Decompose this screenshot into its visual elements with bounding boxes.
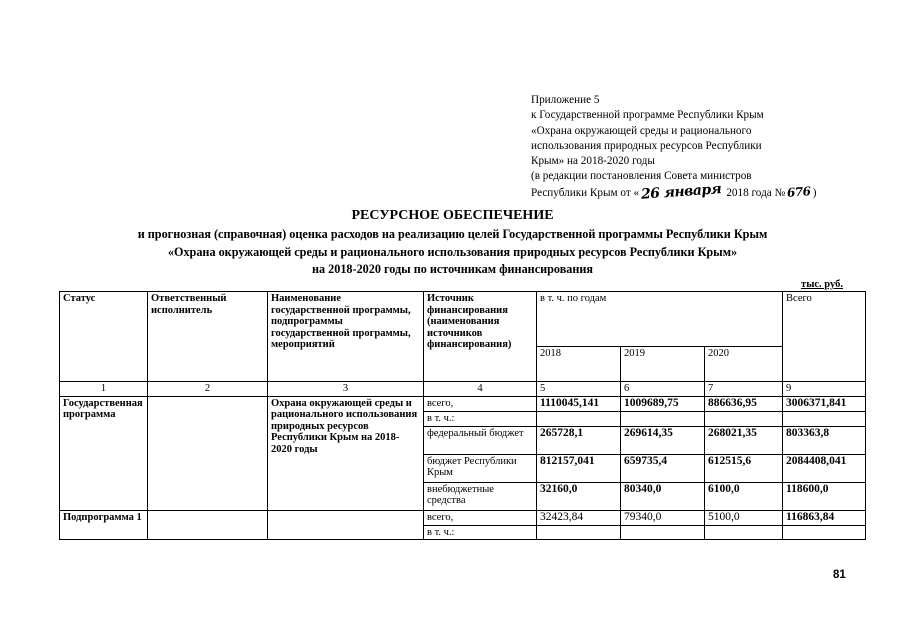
header-by-years: в т. ч. по годам — [537, 292, 783, 347]
value-2018: 1110045,141 — [537, 396, 621, 411]
column-number-row — [60, 382, 866, 397]
value-total: 3006371,841 — [783, 396, 866, 411]
col-number: 1 — [60, 382, 148, 397]
value-2020 — [705, 411, 783, 426]
value-2019: 80340,0 — [621, 482, 705, 510]
header-name: Наименование государственной программы, подпрограммы государственной программы, мероприятий — [268, 292, 424, 382]
value-2018: 32423,84 — [537, 510, 621, 525]
source-cell: внебюджетные средства — [424, 482, 537, 510]
document-subtitle: «Охрана окружающей среды и рационального использования природных ресурсов Республики Крым» — [167, 245, 738, 259]
value-2020: 612515,6 — [705, 454, 783, 482]
appendix-line: (в редакции постановления Совета министров — [531, 170, 752, 183]
table-row — [60, 510, 866, 525]
value-total: 118600,0 — [783, 482, 866, 510]
document-title: РЕСУРСНОЕ ОБЕСПЕЧЕНИЕ — [351, 208, 554, 223]
appendix-line: «Охрана окружающей среды и рационального — [531, 124, 752, 137]
header-executor: Ответственный исполнитель — [148, 292, 268, 382]
value-2018: 265728,1 — [537, 426, 621, 454]
source-cell: всего, — [424, 396, 537, 411]
value-2020: 268021,35 — [705, 426, 783, 454]
document-subtitle: и прогнозная (справочная) оценка расходов на реализацию целей Государственной программы Республики Крым — [137, 227, 768, 241]
appendix-line-date — [531, 180, 871, 203]
header-year-2020: 2020 — [705, 347, 783, 382]
value-2019 — [621, 525, 705, 540]
appendix-line: Крым» на 2018-2020 годы — [531, 155, 655, 168]
program-executor — [148, 396, 268, 510]
subprogram-name — [268, 510, 424, 540]
header-total: Всего — [783, 292, 866, 382]
source-cell: бюджет Республики Крым — [424, 454, 537, 482]
header-year-2018: 2018 — [537, 347, 621, 382]
value-2019: 1009689,75 — [621, 396, 705, 411]
value-2019 — [621, 411, 705, 426]
value-2020: 886636,95 — [705, 396, 783, 411]
value-2018: 812157,041 — [537, 454, 621, 482]
value-total — [783, 525, 866, 540]
resource-table — [59, 291, 866, 540]
header-source: Источник финансирования (наименования источников финансирования) — [424, 292, 537, 382]
appendix-line: к Государственной программе Республики Крым — [531, 109, 764, 122]
document-subtitle: на 2018-2020 годы по источникам финансирования — [311, 262, 594, 276]
date-suffix: ) — [812, 186, 817, 199]
source-cell: всего, — [424, 510, 537, 525]
appendix-line: использования природных ресурсов Республики — [531, 139, 762, 152]
source-cell: федеральный бюджет — [424, 426, 537, 454]
value-2019: 269614,35 — [621, 426, 705, 454]
header-year-2019: 2019 — [621, 347, 705, 382]
table-row — [60, 396, 866, 411]
value-2020: 5100,0 — [705, 510, 783, 525]
source-cell: в т. ч.: — [424, 411, 537, 426]
value-2018: 32160,0 — [537, 482, 621, 510]
header-status: Статус — [60, 292, 148, 382]
value-total: 116863,84 — [783, 510, 866, 525]
col-number: 6 — [621, 382, 705, 397]
value-total — [783, 411, 866, 426]
value-2019: 659735,4 — [621, 454, 705, 482]
col-number: 7 — [705, 382, 783, 397]
col-number: 5 — [537, 382, 621, 397]
date-prefix: Республики Крым от « — [531, 186, 640, 199]
col-number: 2 — [148, 382, 268, 397]
value-total: 803363,8 — [783, 426, 866, 454]
handwritten-date: 26 января — [640, 180, 722, 203]
program-name: Охрана окружающей среды и рационального использования природных ресурсов Республики Крым на 2018-2020 годы — [268, 396, 424, 510]
program-status: Государственная программа — [60, 396, 148, 510]
unit-label: тыс. руб. — [801, 279, 843, 290]
col-number: 4 — [424, 382, 537, 397]
col-number: 9 — [783, 382, 866, 397]
value-2018 — [537, 411, 621, 426]
value-2020 — [705, 525, 783, 540]
page-number: 81 — [833, 569, 846, 581]
date-mid: 2018 года № — [723, 186, 786, 199]
header-row — [60, 292, 866, 347]
appendix-block — [531, 93, 871, 201]
appendix-line: Приложение 5 — [531, 94, 600, 106]
col-number: 3 — [268, 382, 424, 397]
subprogram-executor — [148, 510, 268, 540]
value-total: 2084408,041 — [783, 454, 866, 482]
value-2020: 6100,0 — [705, 482, 783, 510]
value-2018 — [537, 525, 621, 540]
value-2019: 79340,0 — [621, 510, 705, 525]
source-cell: в т. ч.: — [424, 525, 537, 540]
handwritten-number: 676 — [786, 183, 812, 200]
subprogram-status: Подпрограмма 1 — [60, 510, 148, 540]
